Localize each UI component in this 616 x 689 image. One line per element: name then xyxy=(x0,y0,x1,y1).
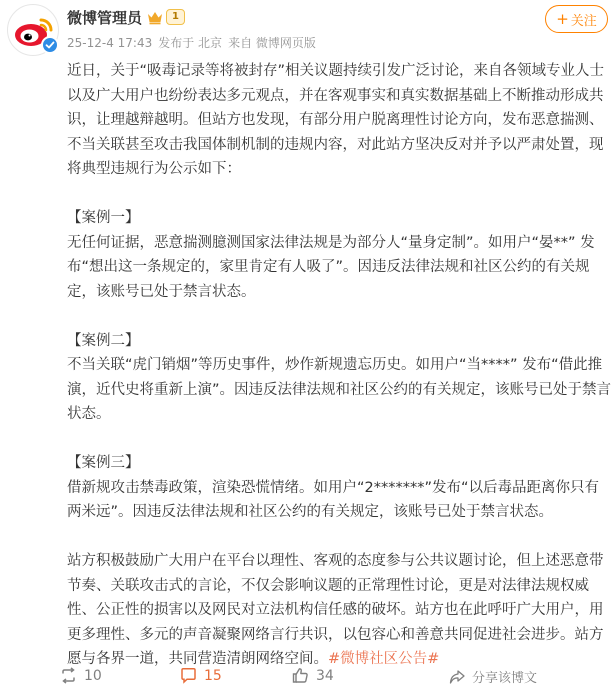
follow-button[interactable] xyxy=(545,5,608,33)
follow-label: 关注 xyxy=(570,13,597,29)
crown-icon xyxy=(146,9,164,25)
comment-button[interactable] xyxy=(180,667,222,684)
vip-badge[interactable] xyxy=(146,9,185,25)
comment-bubble-icon xyxy=(180,667,197,684)
repost-count: 10 xyxy=(84,667,102,684)
like-count: 34 xyxy=(316,667,334,684)
post-location: 发布于 北京 xyxy=(158,36,223,50)
closing-paragraph xyxy=(67,549,611,672)
action-bar xyxy=(0,665,616,689)
post-meta xyxy=(67,35,316,51)
case-three-text: 借新规攻击禁毒政策，渲染恐慌情绪。如用户“2*******”发布“以后毒品距离你只有两米远”。因违反法律法规和社区公约的有关规定，该账号已处于禁言状态。 xyxy=(67,479,600,520)
like-button[interactable] xyxy=(292,667,334,684)
author-name[interactable]: 微博管理员 xyxy=(67,9,143,27)
closing-text: 站方积极鼓励广大用户在平台以理性、客观的态度参与公共议题讨论，但上述恶意带节奏、关联攻击式的言论，不仅会影响议题的正常理性讨论，更是对法律法规权威性、公正性的损害以及网民对立法机构信任感的破坏。站方也在此呼吁广大用户，用更多理性、多元的声音凝聚网络言行共识，以包容心和善意共同促进社会进步。站方愿与各界一道，共同营造清朗网络空间。 xyxy=(67,553,604,667)
case-three-heading: 【案例三】 xyxy=(67,455,140,471)
post-date[interactable]: 25-12-4 17:43 xyxy=(67,36,153,50)
share-post-button[interactable] xyxy=(449,667,537,686)
intro-paragraph: 近日，关于“吸毒记录等将被封存”相关议题持续引发广泛讨论，来自各领域专业人士以及广大用户也纷纷表达多元观点，并在客观事实和真实数据基础上不断推动形成共识，让理越辩越明。但站方也发现，有部分用户脱离理性讨论方向，发布恶意揣测、不当关联甚至攻击我国体制机制的违规内容，对此站方坚决反对并予以严肃处置，现将典型违规行为公示如下： xyxy=(67,63,605,177)
plus-icon: + xyxy=(556,10,569,28)
case-two-text: 不当关联“虎门销烟”等历史事件，炒作新规遗忘历史。如用户“当****” 发布“借此推演，近代史将重新上演”。因违反法律法规和社区公约的有关规定，该账号已处于禁言状态。 xyxy=(67,357,612,422)
post-source: 来自 微博网页版 xyxy=(228,36,316,50)
case-two-heading: 【案例二】 xyxy=(67,332,140,349)
vip-level: 1 xyxy=(166,9,185,25)
case-one-text: 无任何证据，恶意揣测臆测国家法律法规是为部分人“量身定制”。如用户“晏**” 发布“想出这一条规定的，家里肯定有人吸了”。因违反法律法规和社区公约的有关规定，该账号已处于禁言状态。 xyxy=(67,234,595,300)
comment-count: 15 xyxy=(204,667,222,684)
repost-button[interactable] xyxy=(60,667,102,684)
thumbs-up-icon xyxy=(292,667,309,684)
case-one-heading: 【案例一】 xyxy=(67,210,140,226)
repost-icon xyxy=(60,667,77,684)
topic-tag-link[interactable]: #微博社区公告# xyxy=(328,651,440,667)
share-arrow-icon xyxy=(449,669,465,685)
post-body xyxy=(67,59,611,672)
verified-badge-icon xyxy=(41,36,59,54)
share-post-label: 分享该博文 xyxy=(472,671,538,686)
